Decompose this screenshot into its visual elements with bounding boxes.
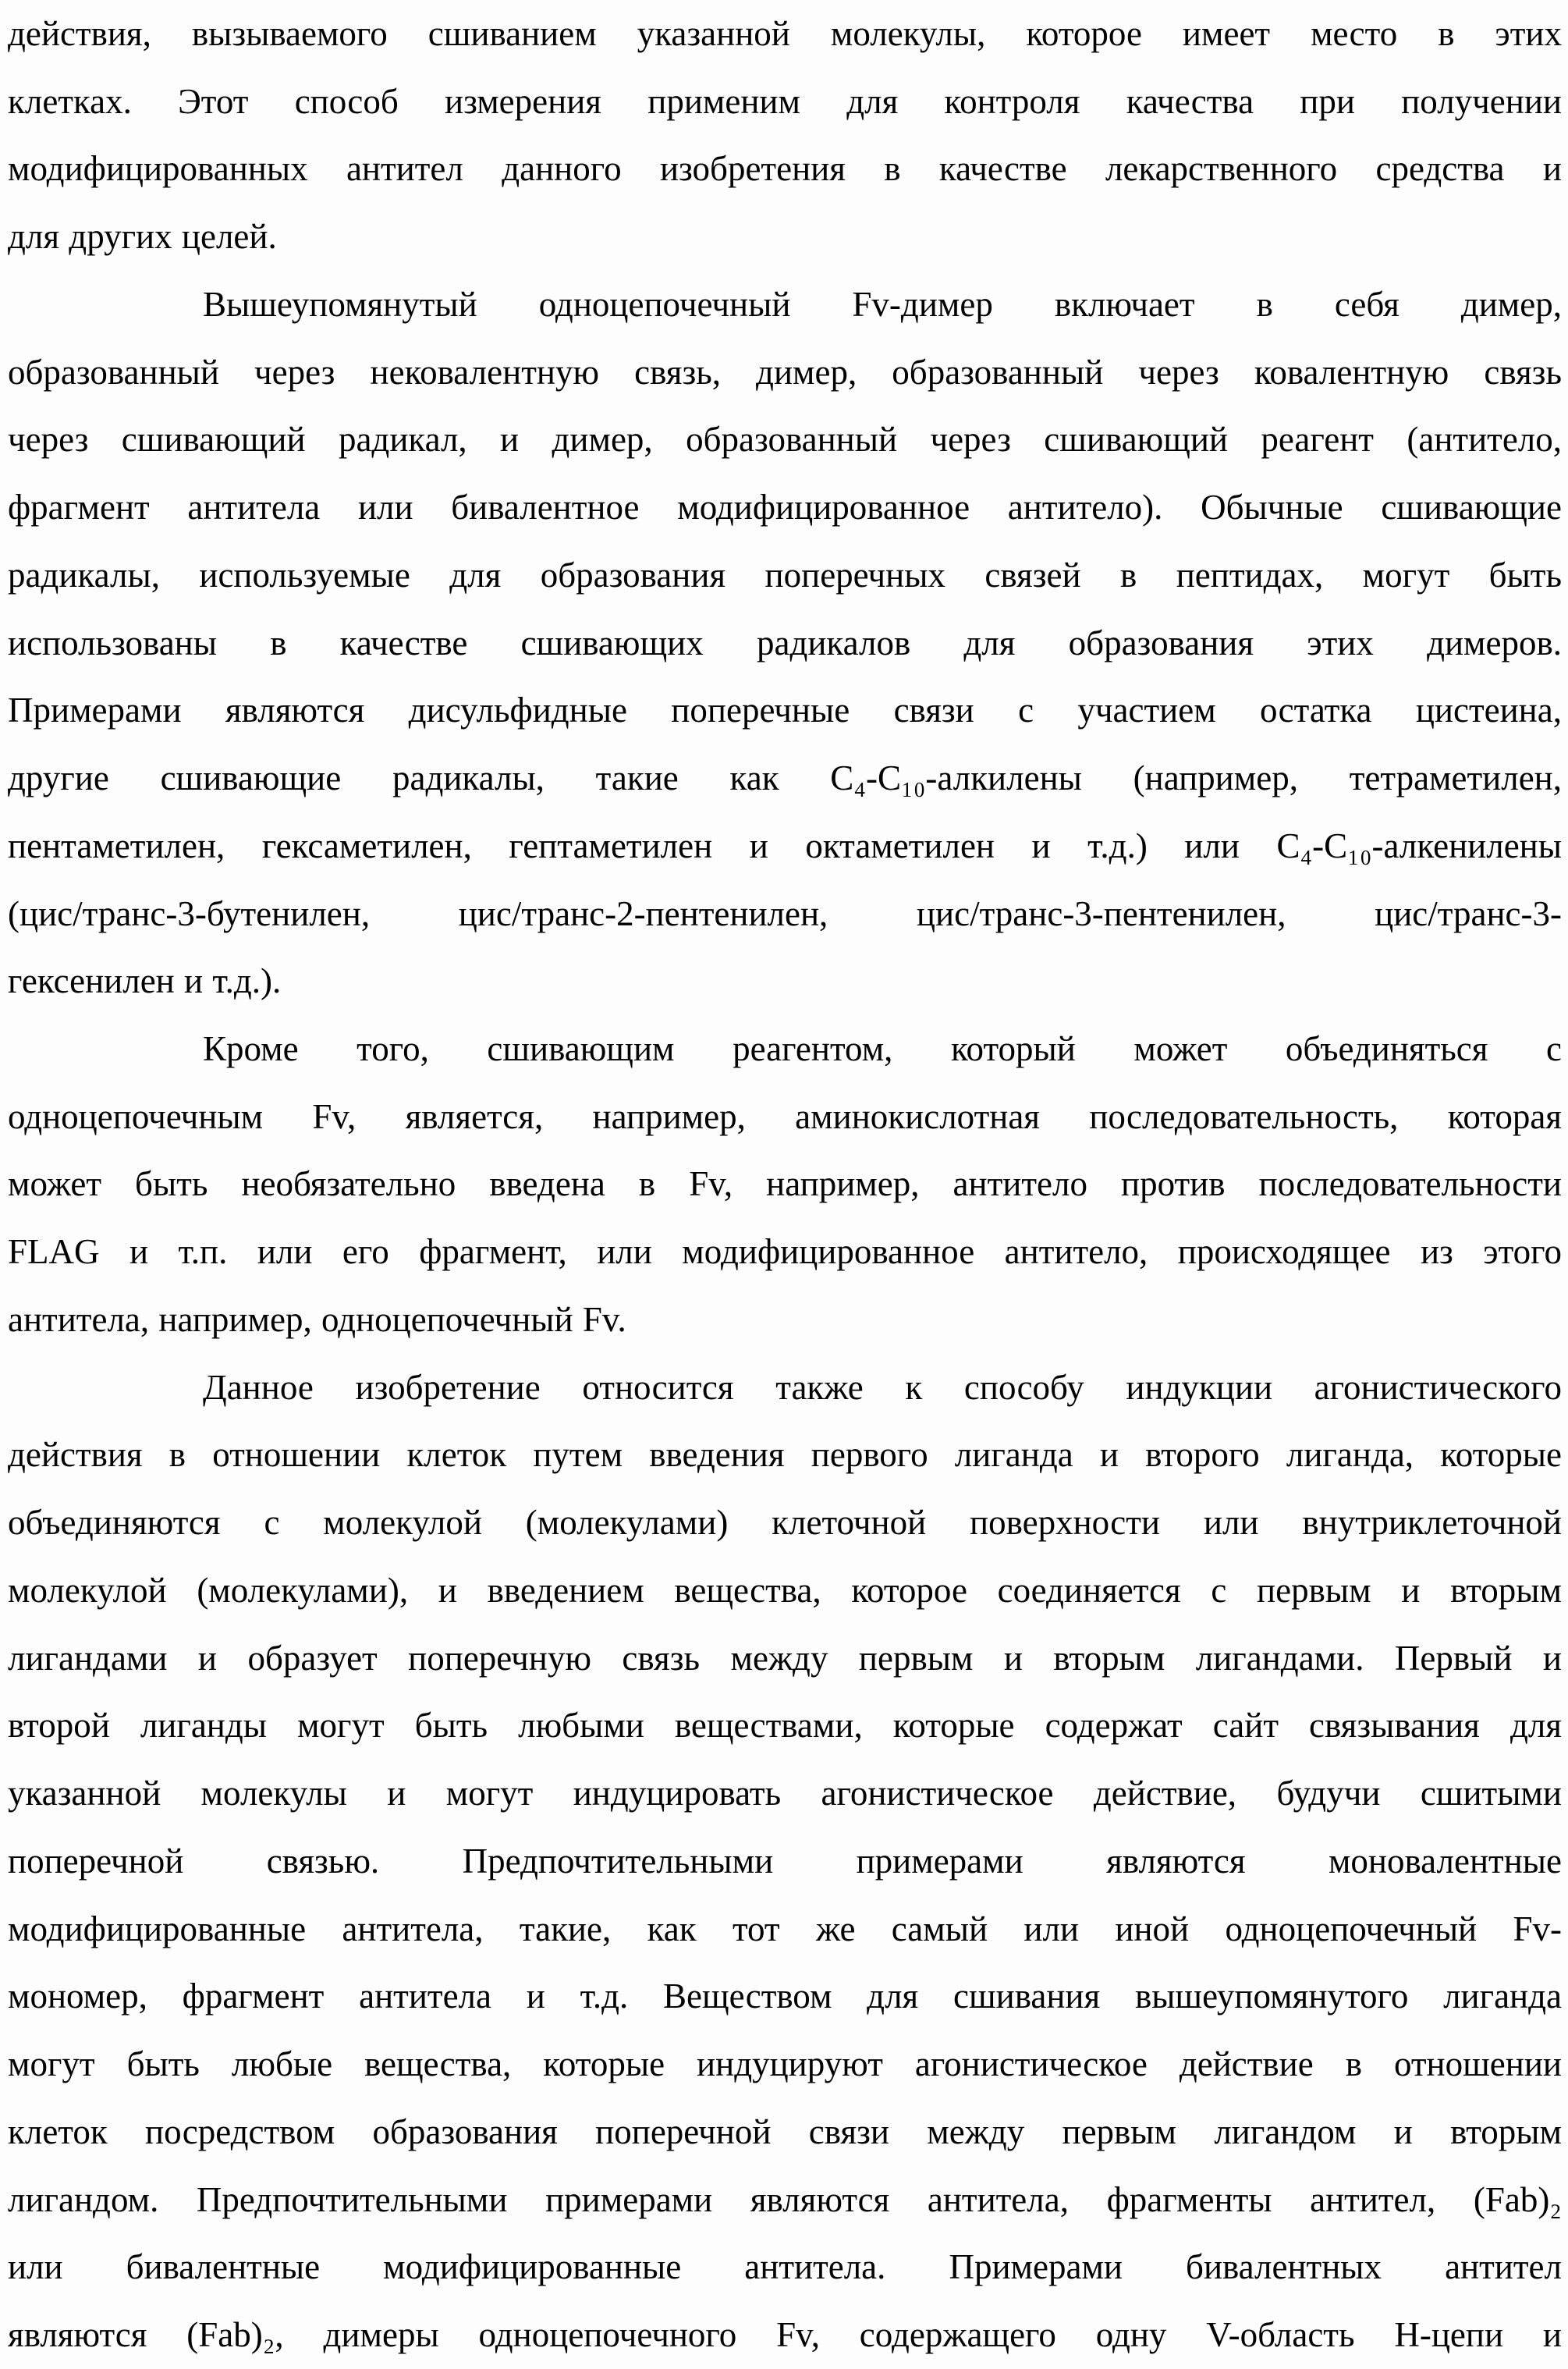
text-line: лигандом. Предпочтительными примерами являются антитела, фрагменты антител, (Fab)₂ xyxy=(8,2179,1562,2219)
text-line: являются (Fab)₂, димеры одноцепочечного Fv, содержащего одну V-область H-цепи и xyxy=(8,2314,1562,2354)
text-line: объединяются с молекулой (молекулами) клеточной поверхности или внутриклеточной xyxy=(8,1503,1562,1543)
text-line: фрагмент антитела или бивалентное модифицированное антитело). Обычные сшивающие xyxy=(8,488,1562,527)
paragraph xyxy=(8,271,1562,1015)
text-line: лигандами и образует поперечную связь между первым и вторым лигандами. Первый и xyxy=(8,1638,1562,1678)
paragraph xyxy=(8,1354,1562,2369)
text-line: (цис/транс-3-бутенилен, цис/транс-2-пентенилен, цис/транс-3-пентенилен, цис/транс-3- xyxy=(8,893,1562,933)
text-line: или бивалентные модифицированные антитела. Примерами бивалентных антител xyxy=(8,2247,1562,2287)
text-line: могут быть любые вещества, которые индуцируют агонистическое действие в отношении xyxy=(8,2044,1562,2084)
text-line: может быть необязательно введена в Fv, например, антитело против последовательности xyxy=(8,1164,1562,1204)
text-line: Кроме того, сшивающим реагентом, который может объединяться с xyxy=(203,1029,1562,1069)
text-line: для других целей. xyxy=(8,217,277,257)
text-line: модифицированные антитела, такие, как тот же самый или иной одноцепочечный Fv- xyxy=(8,1909,1562,1948)
text-line: Вышеупомянутый одноцепочечный Fv-димер включает в себя димер, xyxy=(203,284,1562,324)
text-line: второй лиганды могут быть любыми веществами, которые содержат сайт связывания для xyxy=(8,1706,1562,1746)
text-line: образованный через нековалентную связь, димер, образованный через ковалентную связь xyxy=(8,352,1562,392)
paragraph xyxy=(8,0,1562,271)
text-line: клетках. Этот способ измерения применим для контроля качества при получении xyxy=(8,81,1562,121)
text-line: использованы в качестве сшивающих радикалов для образования этих димеров. xyxy=(8,623,1562,662)
text-line: указанной молекулы и могут индуцировать агонистическое действие, будучи сшитыми xyxy=(8,1774,1562,1813)
text-line: молекулой (молекулами), и введением вещества, которое соединяется с первым и вторым xyxy=(8,1570,1562,1610)
text-line: Примерами являются дисульфидные поперечные связи с участием остатка цистеина, xyxy=(8,691,1562,730)
paragraph xyxy=(8,1015,1562,1354)
text-line: действия, вызываемого сшиванием указанной молекулы, которое имеет место в этих xyxy=(8,14,1562,53)
text-line: Данное изобретение относится также к способу индукции агонистического xyxy=(203,1367,1562,1407)
text-line: пентаметилен, гексаметилен, гептаметилен и октаметилен и т.д.) или C₄-C₁₀-алкенилены xyxy=(8,826,1562,865)
text-line: мономер, фрагмент антитела и т.д. Веществом для сшивания вышеупомянутого лиганда xyxy=(8,1977,1562,2016)
text-line: модифицированных антител данного изобретения в качестве лекарственного средства и xyxy=(8,149,1562,189)
text-line: гексенилен и т.д.). xyxy=(8,961,282,1001)
text-line: одноцепочечным Fv, является, например, аминокислотная последовательность, которая xyxy=(8,1096,1562,1136)
text-line: через сшивающий радикал, и димер, образованный через сшивающий реагент (антитело, xyxy=(8,420,1562,460)
text-line: другие сшивающие радикалы, такие как C₄-C₁₀-алкилены (например, тетраметилен, xyxy=(8,758,1562,798)
text-line: клеток посредством образования поперечной связи между первым лигандом и вторым xyxy=(8,2112,1562,2151)
text-line: радикалы, используемые для образования поперечных связей в пептидах, могут быть xyxy=(8,555,1562,595)
text-line: FLAG и т.п. или его фрагмент, или модифицированное антитело, происходящее из этого xyxy=(8,1232,1562,1272)
text-line: действия в отношении клеток путем введения первого лиганда и второго лиганда, которые xyxy=(8,1435,1562,1475)
text-line: поперечной связью. Предпочтительными примерами являются моновалентные xyxy=(8,1841,1562,1881)
text-line: антитела, например, одноцепочечный Fv. xyxy=(8,1299,626,1339)
